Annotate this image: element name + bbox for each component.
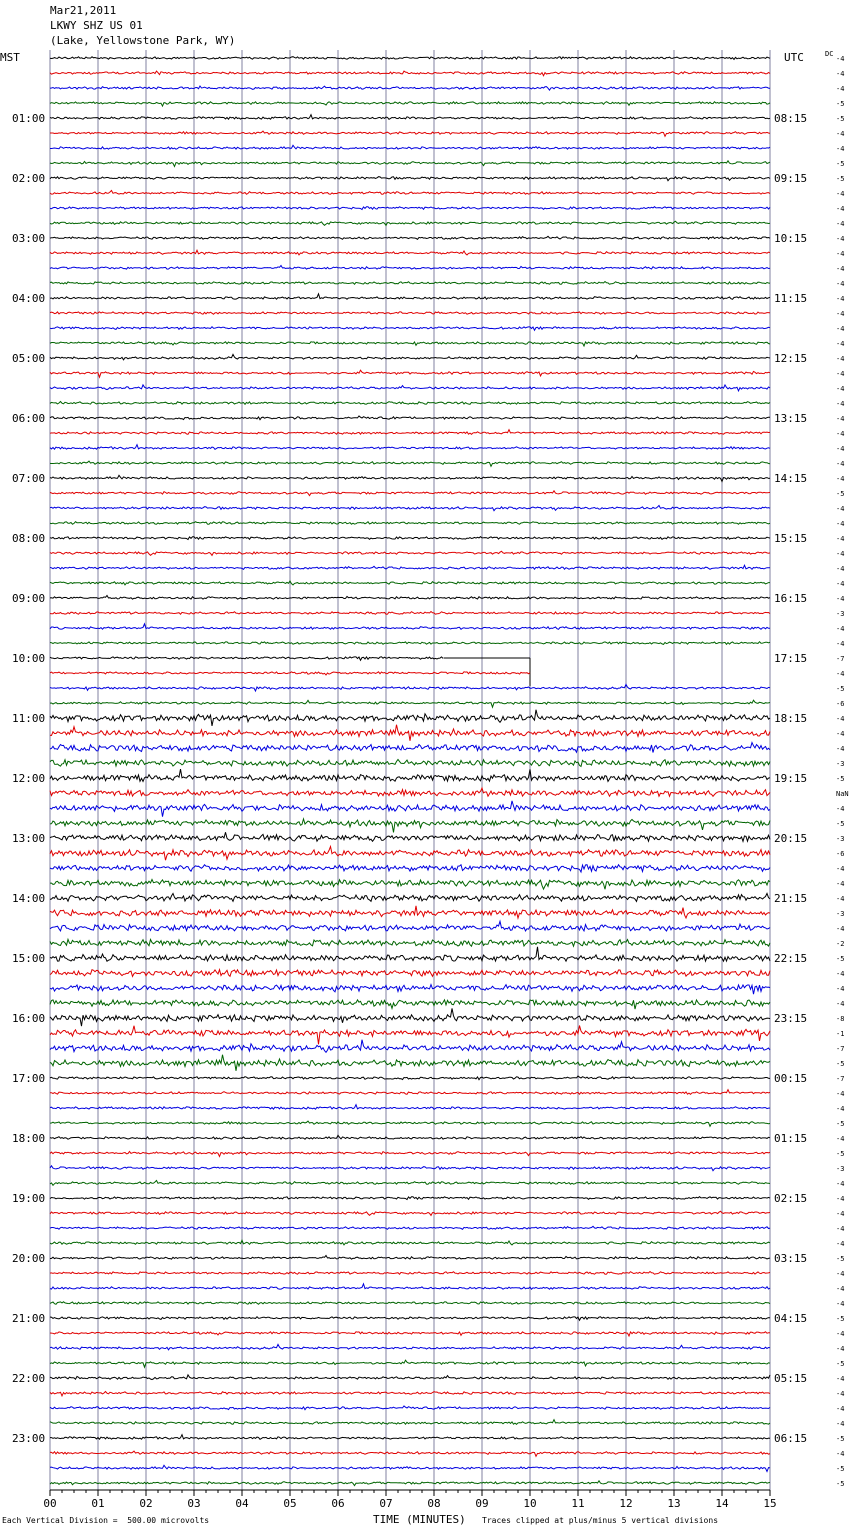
x-tick-label: 10 [523, 1497, 537, 1510]
trace-69 [50, 1090, 770, 1095]
trace-42 [50, 684, 770, 691]
left-hour-label: 19:00 [12, 1192, 46, 1205]
trace-56 [50, 893, 770, 901]
dc-offset-label: -7 [836, 1045, 845, 1053]
trace-51 [50, 819, 770, 833]
dc-offset-label: -4 [836, 1195, 845, 1203]
dc-offset-label: -4 [836, 55, 845, 63]
x-axis-title: TIME (MINUTES) [373, 1513, 466, 1526]
trace-52 [50, 832, 770, 841]
right-hour-label: 09:15 [774, 172, 808, 185]
dc-offset-label: -4 [836, 235, 845, 243]
trace-77 [50, 1211, 770, 1215]
x-tick-label: 03 [187, 1497, 201, 1510]
trace-26 [50, 445, 770, 450]
trace-84 [50, 1317, 770, 1321]
trace-72 [50, 1135, 770, 1139]
left-hour-label: 11:00 [12, 712, 46, 725]
trace-60 [50, 947, 770, 961]
trace-8 [50, 177, 770, 181]
dc-offset-label: -4 [836, 325, 845, 333]
left-hour-label: 03:00 [12, 232, 46, 245]
trace-34 [50, 565, 770, 569]
dc-offset-label: -4 [836, 880, 845, 888]
dc-offset-label: -6 [836, 700, 845, 708]
trace-18 [50, 327, 770, 331]
trace-12 [50, 236, 770, 239]
dc-offset-label: -3 [836, 610, 845, 618]
seismic-traces [50, 57, 770, 1486]
dc-offset-label: -4 [836, 1090, 845, 1098]
trace-89 [50, 1392, 770, 1396]
dc-offset-label: -5 [836, 1435, 845, 1443]
dc-offset-label: -4 [836, 70, 845, 78]
scale-note: Each Vertical Division = 500.00 microvolts [2, 1516, 210, 1525]
right-hour-label: 16:15 [774, 592, 808, 605]
right-hour-label: 14:15 [774, 472, 808, 485]
trace-30 [50, 506, 770, 511]
dc-offset-label: -4 [836, 625, 845, 633]
dc-offset-label: -4 [836, 205, 845, 213]
dc-offset-label: -4 [836, 310, 845, 318]
dc-offset-label: -4 [836, 1240, 845, 1248]
right-hour-label: 11:15 [774, 292, 808, 305]
x-tick-label: 13 [667, 1497, 681, 1510]
dc-offset-label: -5 [836, 490, 845, 498]
right-hour-label: 20:15 [774, 832, 808, 845]
right-hour-label: 04:15 [774, 1312, 808, 1325]
dc-offset-label: -4 [836, 535, 845, 543]
right-hour-label: 15:15 [774, 532, 808, 545]
dc-offset-label: -4 [836, 130, 845, 138]
x-tick-label: 04 [235, 1497, 249, 1510]
dc-offset-header: DC [825, 50, 834, 58]
dc-offset-label: -5 [836, 1150, 845, 1158]
dc-offset-label: -4 [836, 370, 845, 378]
trace-45 [50, 725, 770, 741]
trace-16 [50, 294, 770, 300]
dc-offset-label: -5 [836, 685, 845, 693]
dc-offset-label: -4 [836, 805, 845, 813]
dc-offset-label: -4 [836, 340, 845, 348]
dc-offset-label: -1 [836, 1030, 845, 1038]
dc-offset-label: -4 [836, 1180, 845, 1188]
trace-76 [50, 1197, 770, 1200]
dc-offset-label: -4 [836, 670, 845, 678]
minute-gridlines [50, 50, 770, 1493]
chart-labels [0, 50, 849, 1488]
trace-48 [50, 769, 770, 781]
x-tick-label: 15 [763, 1497, 777, 1510]
trace-63 [50, 1000, 770, 1009]
trace-57 [50, 906, 770, 918]
trace-61 [50, 970, 770, 977]
dc-offset-label: -4 [836, 985, 845, 993]
trace-95 [50, 1481, 770, 1486]
dc-offset-label: NaN [836, 790, 849, 798]
x-tick-label: 11 [571, 1497, 585, 1510]
dc-offset-label: -4 [836, 730, 845, 738]
trace-17 [50, 312, 770, 314]
left-hour-label: 12:00 [12, 772, 46, 785]
dc-offset-label: -4 [836, 445, 845, 453]
trace-39 [50, 642, 770, 645]
left-hour-label: 17:00 [12, 1072, 46, 1085]
trace-46 [50, 743, 770, 753]
dc-offset-label: -4 [836, 550, 845, 558]
x-axis [43, 1490, 776, 1510]
clip-note: Traces clipped at plus/minus 5 vertical divisions [482, 1516, 719, 1525]
dc-offset-label: -4 [836, 1390, 845, 1398]
record-date: Mar21,2011 [50, 4, 117, 17]
trace-5 [50, 131, 770, 136]
dc-offset-label: -5 [836, 820, 845, 828]
dc-offset-label: -4 [836, 1405, 845, 1413]
trace-64 [50, 1008, 770, 1026]
dc-offset-label: -8 [836, 1015, 845, 1023]
dc-offset-label: -5 [836, 775, 845, 783]
left-hour-label: 13:00 [12, 832, 46, 845]
dc-offset-label: -4 [836, 1300, 845, 1308]
dc-offset-label: -4 [836, 220, 845, 228]
dc-offset-label: -4 [836, 295, 845, 303]
trace-92 [50, 1435, 770, 1440]
dc-offset-label: -4 [836, 415, 845, 423]
trace-44 [50, 710, 770, 726]
trace-79 [50, 1240, 770, 1245]
trace-65 [50, 1026, 770, 1045]
dc-offset-label: -4 [836, 280, 845, 288]
right-hour-label: 17:15 [774, 652, 808, 665]
trace-23 [50, 402, 770, 405]
right-timezone-label: UTC [784, 51, 804, 64]
trace-73 [50, 1152, 770, 1157]
left-hour-label: 02:00 [12, 172, 46, 185]
dc-offset-label: -4 [836, 1345, 845, 1353]
trace-47 [50, 760, 770, 767]
trace-25 [50, 430, 770, 435]
left-hour-label: 16:00 [12, 1012, 46, 1025]
dc-offset-label: -5 [836, 115, 845, 123]
trace-70 [50, 1105, 770, 1110]
right-hour-label: 21:15 [774, 892, 808, 905]
dc-offset-label: -5 [836, 175, 845, 183]
trace-93 [50, 1451, 770, 1456]
x-tick-label: 00 [43, 1497, 57, 1510]
trace-87 [50, 1360, 770, 1367]
trace-3 [50, 102, 770, 106]
x-tick-label: 01 [91, 1497, 105, 1510]
right-hour-label: 22:15 [774, 952, 808, 965]
station-location: (Lake, Yellowstone Park, WY) [50, 34, 236, 47]
right-hour-label: 03:15 [774, 1252, 808, 1265]
dc-offset-label: -4 [836, 1285, 845, 1293]
dc-offset-label: -5 [836, 1465, 845, 1473]
station-code: LKWY SHZ US 01 [50, 19, 143, 32]
trace-37 [50, 612, 770, 615]
trace-6 [50, 145, 770, 149]
trace-38 [50, 624, 770, 630]
trace-80 [50, 1256, 770, 1260]
trace-49 [50, 788, 770, 796]
dc-offset-label: -4 [836, 1420, 845, 1428]
x-tick-label: 05 [283, 1497, 297, 1510]
trace-59 [50, 939, 770, 946]
dc-offset-label: -7 [836, 1075, 845, 1083]
dc-offset-label: -4 [836, 355, 845, 363]
left-hour-label: 21:00 [12, 1312, 46, 1325]
trace-71 [50, 1121, 770, 1126]
x-tick-label: 09 [475, 1497, 489, 1510]
trace-20 [50, 354, 770, 359]
right-hour-label: 00:15 [774, 1072, 808, 1085]
right-hour-label: 06:15 [774, 1432, 808, 1445]
trace-1 [50, 71, 770, 76]
dc-offset-label: -5 [836, 100, 845, 108]
trace-68 [50, 1076, 770, 1080]
left-hour-label: 18:00 [12, 1132, 46, 1145]
left-hour-label: 10:00 [12, 652, 46, 665]
dc-offset-label: -3 [836, 910, 845, 918]
dc-offset-label: -2 [836, 940, 845, 948]
x-tick-label: 12 [619, 1497, 633, 1510]
dc-offset-label: -4 [836, 250, 845, 258]
left-hour-label: 05:00 [12, 352, 46, 365]
dc-offset-label: -5 [836, 1255, 845, 1263]
dc-offset-label: -5 [836, 1480, 845, 1488]
right-hour-label: 19:15 [774, 772, 808, 785]
trace-67 [50, 1055, 770, 1071]
dc-offset-label: -4 [836, 265, 845, 273]
right-hour-label: 10:15 [774, 232, 808, 245]
left-hour-label: 22:00 [12, 1372, 46, 1385]
x-tick-label: 14 [715, 1497, 729, 1510]
trace-36 [50, 596, 770, 600]
dc-offset-label: -4 [836, 640, 845, 648]
x-tick-label: 02 [139, 1497, 153, 1510]
dc-offset-label: -6 [836, 850, 845, 858]
trace-83 [50, 1302, 770, 1305]
dc-offset-label: -4 [836, 895, 845, 903]
trace-31 [50, 522, 770, 525]
dc-offset-label: -4 [836, 1450, 845, 1458]
trace-81 [50, 1272, 770, 1275]
dc-offset-label: -4 [836, 430, 845, 438]
dc-offset-label: -7 [836, 655, 845, 663]
left-hour-label: 20:00 [12, 1252, 46, 1265]
right-hour-label: 02:15 [774, 1192, 808, 1205]
trace-4 [50, 115, 770, 120]
dc-offset-label: -5 [836, 1360, 845, 1368]
dc-offset-label: -4 [836, 595, 845, 603]
dc-offset-label: -3 [836, 835, 845, 843]
left-hour-label: 09:00 [12, 592, 46, 605]
dc-offset-label: -4 [836, 520, 845, 528]
dc-offset-label: -4 [836, 1270, 845, 1278]
dc-offset-label: -4 [836, 145, 845, 153]
dc-offset-label: -4 [836, 505, 845, 513]
dc-offset-label: -4 [836, 580, 845, 588]
dc-offset-label: -4 [836, 460, 845, 468]
trace-32 [50, 537, 770, 540]
trace-33 [50, 551, 770, 555]
trace-15 [50, 282, 770, 285]
trace-55 [50, 880, 770, 890]
trace-27 [50, 461, 770, 466]
dc-offset-label: -3 [836, 1165, 845, 1173]
left-hour-label: 04:00 [12, 292, 46, 305]
trace-54 [50, 865, 770, 872]
left-hour-label: 07:00 [12, 472, 46, 485]
trace-88 [50, 1375, 770, 1380]
right-hour-label: 13:15 [774, 412, 808, 425]
dc-offset-label: -4 [836, 1105, 845, 1113]
trace-58 [50, 921, 770, 931]
dc-offset-label: -4 [836, 970, 845, 978]
right-hour-label: 05:15 [774, 1372, 808, 1385]
dc-offset-label: -4 [836, 925, 845, 933]
trace-85 [50, 1332, 770, 1336]
right-hour-label: 12:15 [774, 352, 808, 365]
trace-86 [50, 1344, 770, 1349]
left-hour-label: 01:00 [12, 112, 46, 125]
dc-offset-label: -4 [836, 745, 845, 753]
left-hour-label: 15:00 [12, 952, 46, 965]
dc-offset-label: -5 [836, 1060, 845, 1068]
trace-43 [50, 700, 770, 707]
trace-53 [50, 847, 770, 861]
left-hour-label: 08:00 [12, 532, 46, 545]
trace-22 [50, 385, 770, 391]
dc-offset-label: -5 [836, 160, 845, 168]
dc-offset-label: -4 [836, 865, 845, 873]
left-hour-label: 06:00 [12, 412, 46, 425]
trace-0 [50, 57, 770, 60]
x-tick-label: 08 [427, 1497, 441, 1510]
dc-offset-label: -5 [836, 1315, 845, 1323]
x-tick-label: 06 [331, 1497, 345, 1510]
right-hour-label: 18:15 [774, 712, 808, 725]
right-hour-label: 23:15 [774, 1012, 808, 1025]
trace-10 [50, 207, 770, 210]
left-hour-label: 23:00 [12, 1432, 46, 1445]
trace-28 [50, 475, 770, 481]
trace-11 [50, 221, 770, 225]
dc-offset-label: -4 [836, 565, 845, 573]
trace-21 [50, 370, 770, 377]
trace-82 [50, 1284, 770, 1290]
trace-75 [50, 1181, 770, 1186]
dc-offset-label: -4 [836, 1210, 845, 1218]
dc-offset-label: -4 [836, 1330, 845, 1338]
trace-9 [50, 191, 770, 195]
trace-62 [50, 985, 770, 995]
dc-offset-label: -4 [836, 715, 845, 723]
trace-19 [50, 342, 770, 346]
trace-50 [50, 801, 770, 817]
dc-offset-label: -4 [836, 1000, 845, 1008]
trace-29 [50, 491, 770, 496]
dc-offset-label: -3 [836, 760, 845, 768]
dc-offset-label: -5 [836, 955, 845, 963]
trace-7 [50, 161, 770, 167]
right-hour-label: 08:15 [774, 112, 808, 125]
dc-offset-label: -4 [836, 1135, 845, 1143]
left-timezone-label: MST [0, 51, 20, 64]
x-tick-label: 07 [379, 1497, 393, 1510]
trace-13 [50, 250, 770, 255]
dc-offset-label: -4 [836, 385, 845, 393]
trace-2 [50, 86, 770, 90]
trace-74 [50, 1166, 770, 1171]
trace-94 [50, 1465, 770, 1471]
trace-35 [50, 581, 770, 585]
dc-offset-label: -5 [836, 1120, 845, 1128]
dc-offset-label: -4 [836, 85, 845, 93]
dc-offset-label: -4 [836, 475, 845, 483]
trace-24 [50, 416, 770, 420]
trace-78 [50, 1226, 770, 1229]
trace-90 [50, 1406, 770, 1410]
dc-offset-label: -4 [836, 400, 845, 408]
right-hour-label: 01:15 [774, 1132, 808, 1145]
dc-offset-label: -4 [836, 1375, 845, 1383]
dc-offset-label: -4 [836, 1225, 845, 1233]
trace-40 [50, 657, 443, 661]
trace-91 [50, 1420, 770, 1425]
trace-66 [50, 1040, 770, 1053]
dc-offset-label: -4 [836, 190, 845, 198]
left-hour-label: 14:00 [12, 892, 46, 905]
trace-14 [50, 266, 770, 270]
